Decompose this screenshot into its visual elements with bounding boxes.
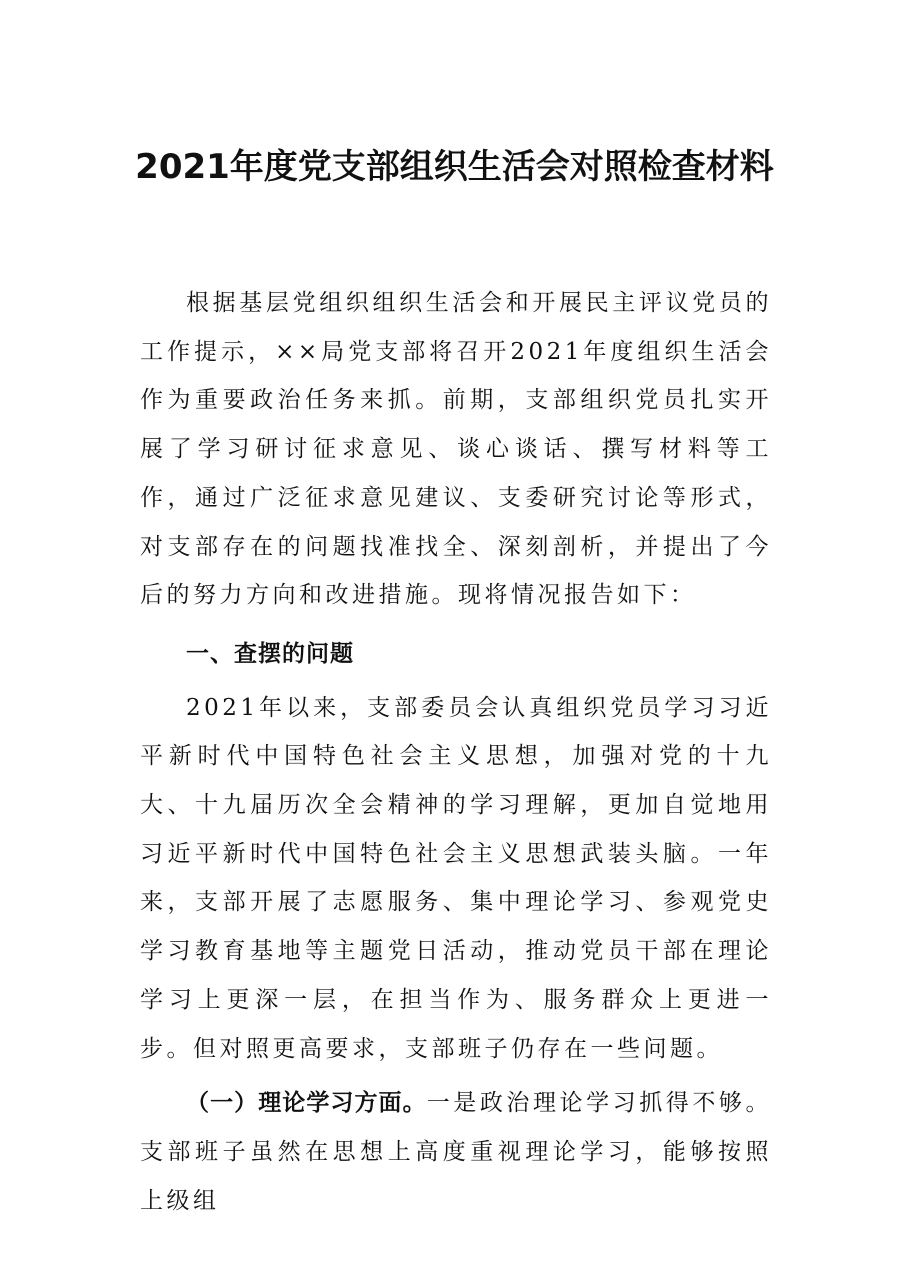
subsection-paragraph [140,1079,772,1225]
subsection-heading: （一）理论学习方面。 [186,1090,427,1117]
document-title: 2021年度党支部组织生活会对照检查材料 [135,147,774,187]
section-heading: 一、查摆的问题 [186,640,354,667]
document-body [140,279,772,1225]
intro-paragraph: 根据基层党组织组织生活会和开展民主评议党员的工作提示，××局党支部将召开2021年度组织生活会作为重要政治任务来抓。前期，支部组织党员扎实开展了学习研讨征求意见、谈心谈话、撰写材料等工作，通过广泛征求意见建议、支委研究讨论等形式，对支部存在的问题找准找全、深刻剖析，并提出了今后的努力方向和改进措施。现将情况报告如下： [140,290,772,609]
subsection-text: 一是政治理论学习抓得不够。支部班子虽然在思想上高度重视理论学习，能够按照上级组 [140,1090,773,1214]
section-paragraph: 2021年以来，支部委员会认真组织党员学习习近平新时代中国特色社会主义思想，加强对党的十九大、十九届历次全会精神的学习理解，更加自觉地用习近平新时代中国特色社会主义思想武装头脑。一年来，支部开展了志愿服务、集中理论学习、参观党史学习教育基地等主题党日活动，推动党员干部在理论学习上更深一层，在担当作为、服务群众上更进一步。但对照更高要求，支部班子仍存在一些问题。 [140,694,772,1062]
